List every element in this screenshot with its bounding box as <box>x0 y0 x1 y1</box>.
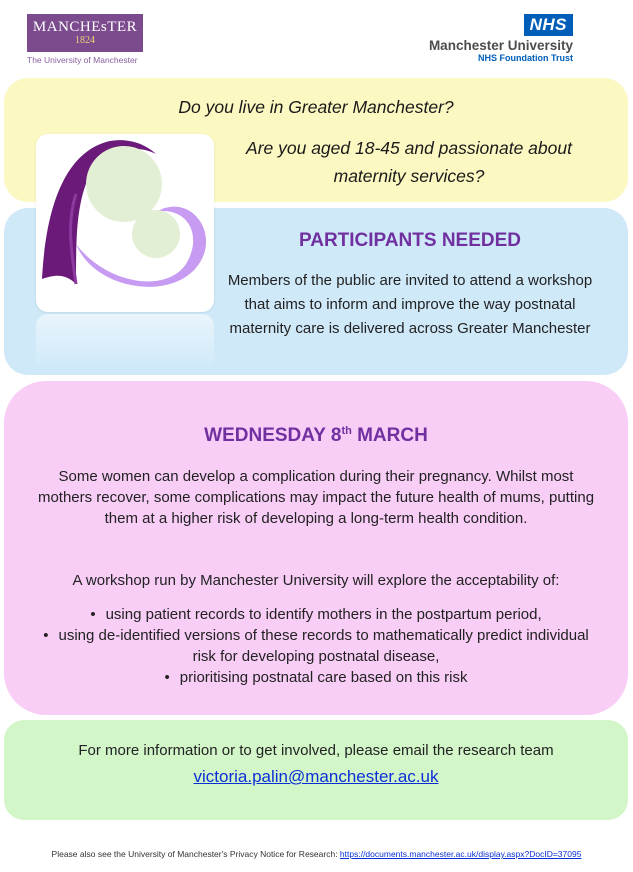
bullet-text: using patient records to identify mothers in the postpartum period, <box>105 606 542 623</box>
privacy-notice-link[interactable]: https://documents.manchester.ac.uk/display.aspx?DocID=37095 <box>339 849 582 859</box>
bullet-icon: • <box>164 669 170 686</box>
participants-heading: PARTICIPANTS NEEDED <box>298 230 522 251</box>
nhs-org-name: Manchester University <box>428 38 573 53</box>
uom-logo-name: MANCHEsTER <box>32 19 138 35</box>
contact-panel <box>4 720 628 820</box>
event-date-month: MARCH <box>351 425 428 446</box>
bullet-icon: • <box>90 606 96 623</box>
question-location: Do you live in Greater Manchester? <box>178 97 454 117</box>
list-item <box>34 667 598 688</box>
logo-reflection <box>36 314 214 370</box>
question-age: Are you aged 18-45 and passionate about maternity services? <box>246 138 572 186</box>
event-date-heading <box>4 425 628 447</box>
uom-logo-year: 1824 <box>75 35 95 46</box>
event-panel <box>4 381 628 715</box>
contact-email-wrapper <box>4 767 628 787</box>
participants-body: Members of the public are invited to attend a workshop that aims to inform and improve the way postnatal maternity care is delivered across Greater Manchester <box>227 272 593 337</box>
bullet-text: using de-identified versions of these records to mathematically predict individual risk for developing postnatal disease, <box>58 627 589 665</box>
privacy-footer <box>0 849 633 859</box>
event-paragraph-1: Some women can develop a complication during their pregnancy. Whilst most mothers recover, some complications may impact the future health of mums, putting them at a higher risk of developing a long-term health condition. <box>37 468 595 527</box>
mother-and-baby-icon <box>36 134 214 312</box>
event-date-suffix: th <box>341 425 352 437</box>
event-paragraph-2: A workshop run by Manchester University will explore the acceptability of: <box>72 572 560 589</box>
mother-and-baby-icon-graphic <box>36 134 214 312</box>
nhs-badge: NHS <box>524 14 573 36</box>
event-bullet-list <box>34 604 598 688</box>
list-item <box>34 625 598 667</box>
uom-logo-box <box>27 14 143 52</box>
footer-text: Please also see the University of Manchester's Privacy Notice for Research: <box>51 849 340 859</box>
university-of-manchester-logo <box>27 14 147 65</box>
contact-text: For more information or to get involved, please email the research team <box>78 742 554 759</box>
bullet-text: prioritising postnatal care based on this risk <box>179 669 468 686</box>
nhs-trust-logo <box>393 14 573 63</box>
contact-email-link[interactable]: victoria.palin@manchester.ac.uk <box>193 767 439 786</box>
event-date-day: WEDNESDAY 8 <box>204 425 342 446</box>
uom-logo-subtitle: The University of Manchester <box>27 55 138 65</box>
nhs-trust-name: NHS Foundation Trust <box>478 53 573 63</box>
list-item <box>34 604 598 625</box>
bullet-icon: • <box>43 627 49 644</box>
